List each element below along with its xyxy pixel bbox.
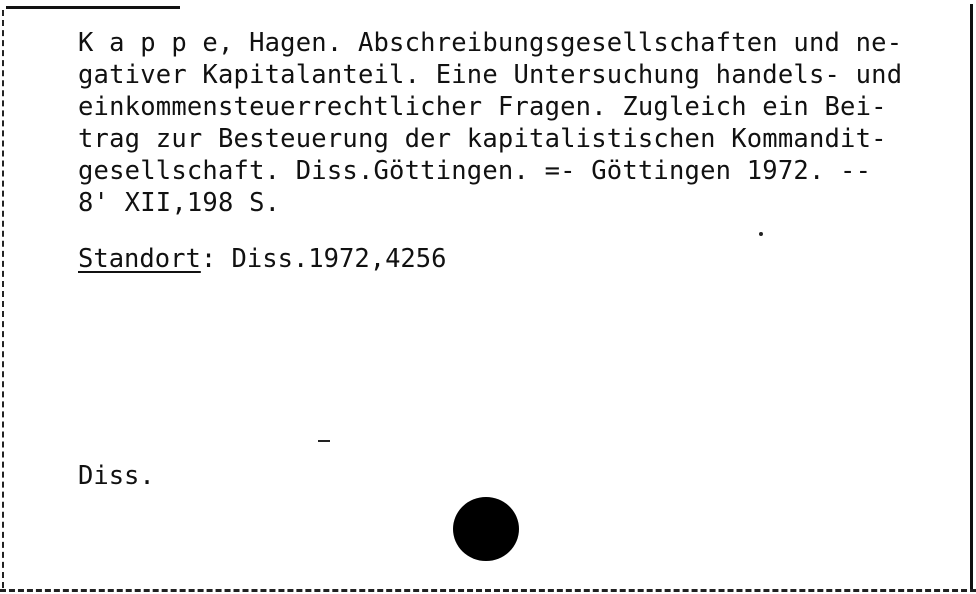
- pencil-dash-mark: [318, 440, 330, 442]
- shelf-mark: Diss.1972,4256: [216, 244, 447, 274]
- card-left-edge: [2, 10, 4, 588]
- entry-line: gesellschaft. Diss.Göttingen. =- Göttingen 1972. --: [78, 156, 872, 186]
- punch-hole: [453, 497, 519, 561]
- bibliographic-entry: [78, 27, 962, 219]
- ink-speck: [759, 232, 763, 236]
- card-bottom-edge: [0, 589, 976, 592]
- shelf-location-label: Standort: [78, 244, 201, 274]
- entry-line: trag zur Besteuerung der kapitalistischen Kommandit-: [78, 124, 887, 154]
- card-right-edge: [970, 4, 973, 590]
- card-top-rule: [6, 6, 180, 9]
- shelf-location-separator: :: [200, 244, 217, 274]
- entry-line: gativer Kapitalanteil. Eine Untersuchung handels- und: [78, 60, 903, 90]
- card-note: Diss.: [78, 461, 155, 491]
- entry-line: 8' XII,198 S.: [78, 188, 281, 218]
- shelf-location: [78, 243, 446, 275]
- entry-line: einkommensteuerrechtlicher Fragen. Zugleich ein Bei-: [78, 92, 887, 122]
- entry-line: K a p p e, Hagen. Abschreibungsgesellschaften und ne-: [78, 28, 903, 58]
